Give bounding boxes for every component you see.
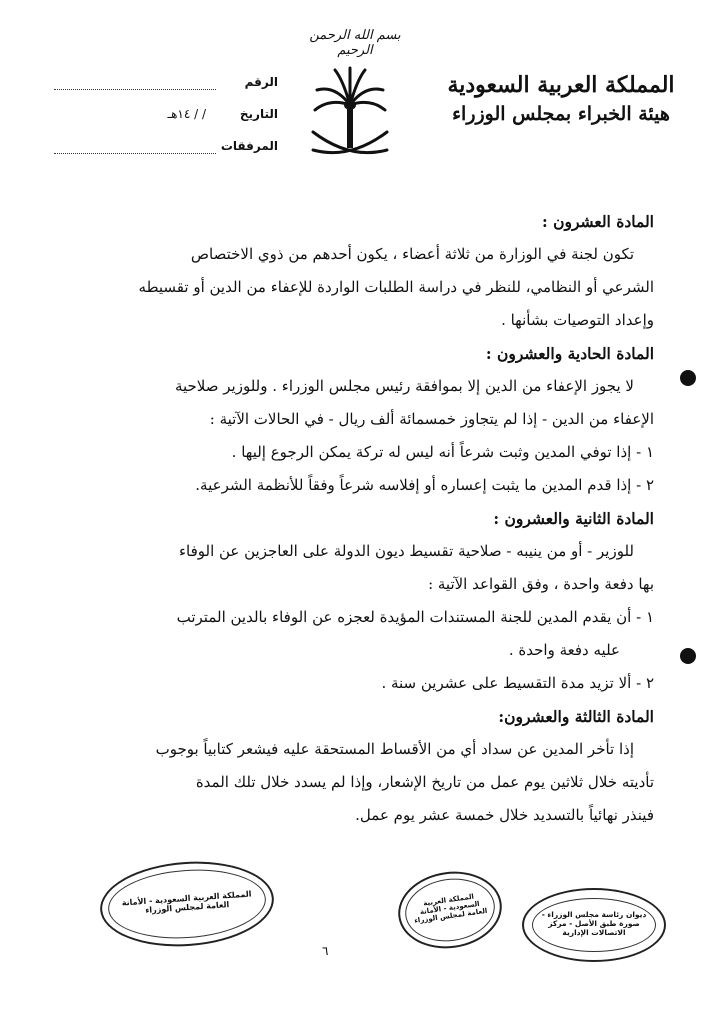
- article-line: الشرعي أو النظامي، للنظر في دراسة الطلبات الواردة للإعفاء من الدين أو تقسيطه: [138, 278, 654, 296]
- reference-row: [48, 66, 278, 98]
- article-22: [54, 502, 654, 700]
- right-stamp-text: ديوان رئاسة مجلس الوزراء - صورة طبق الأصل - مركز الاتصالات الإدارية: [541, 910, 647, 937]
- article-title: المادة العشرون :: [541, 212, 654, 231]
- article-item: ١ - إذا توفي المدين وثبت شرعاً أنه ليس له تركة يمكن الرجوع إليها .: [231, 443, 654, 461]
- article-title: المادة الحادية والعشرون :: [485, 344, 654, 363]
- date-label: التاريخ: [239, 107, 278, 121]
- document-body: [54, 205, 654, 832]
- basmala: بسم الله الرحمن الرحيم: [309, 28, 401, 58]
- kingdom-name: المملكة العربية السعودية: [447, 72, 675, 98]
- article-line: لا يجوز الإعفاء من الدين إلا بموافقة رئيس مجلس الوزراء . وللوزير صلاحية: [174, 377, 634, 395]
- left-stamp: [97, 856, 276, 952]
- article-line: فينذر نهائياً بالتسديد خلال خمسة عشر يوم عمل.: [355, 806, 654, 824]
- authority-name: هيئة الخبراء بمجلس الوزراء: [452, 103, 670, 125]
- date-row: [48, 98, 278, 130]
- page-number: ٦: [322, 944, 329, 958]
- article-line: بها دفعة واحدة ، وفق القواعد الآتية :: [428, 575, 654, 593]
- article-line: تكون لجنة في الوزارة من ثلاثة أعضاء ، يكون أحدهم من ذوي الاختصاص: [190, 245, 634, 263]
- article-20: [54, 205, 654, 337]
- article-line: إذا تأخر المدين عن سداد أي من الأقساط المستحقة عليه فيشعر كتابياً بوجوب: [155, 740, 634, 758]
- article-line: للوزير - أو من ينيبه - صلاحية تقسيط ديون الدولة على العاجزين عن الوفاء: [178, 542, 634, 560]
- article-title: المادة الثالثة والعشرون:: [498, 707, 654, 726]
- middle-stamp: [393, 865, 507, 955]
- article-item: ٢ - ألا تزيد مدة التقسيط على عشرين سنة .: [381, 674, 654, 692]
- article-title: المادة الثانية والعشرون :: [493, 509, 654, 528]
- attachments-row: [48, 130, 278, 162]
- letterhead-title: [446, 70, 676, 128]
- article-21: [54, 337, 654, 502]
- reference-line: [54, 75, 216, 90]
- article-item: ٢ - إذا قدم المدين ما يثبت إعساره أو إفلاسه شرعاً وفقاً للأنظمة الشرعية.: [195, 476, 654, 494]
- punch-hole: [680, 370, 696, 386]
- article-item: ١ - أن يقدم المدين للجنة المستندات المؤيدة لعجزه عن الوفاء بالدين المترتب: [176, 608, 654, 626]
- date-value: / / ١٤هـ: [167, 107, 206, 121]
- middle-stamp-text: المملكة العربية السعودية - الأمانة العامة لمجلس الوزراء: [413, 892, 488, 926]
- right-stamp: [522, 888, 666, 962]
- article-line: الإعفاء من الدين - إذا لم يتجاوز خمسمائة ألف ريال - في الحالات الآتية :: [209, 410, 654, 428]
- attachments-line: [54, 139, 216, 154]
- article-line: وإعداد التوصيات بشأنها .: [501, 311, 654, 329]
- punch-hole: [680, 648, 696, 664]
- left-stamp-text: المملكة العربية السعودية - الأمانة العامة لمجلس الوزراء: [121, 889, 252, 915]
- reference-label: الرقم: [244, 75, 278, 89]
- article-23: [54, 700, 654, 832]
- document-meta: [48, 66, 278, 162]
- article-item-continuation: عليه دفعة واحدة .: [508, 641, 620, 659]
- attachments-label: المرفقات: [220, 139, 278, 153]
- article-line: تأديته خلال ثلاثين يوم عمل من تاريخ الإشعار، وإذا لم يسدد خلال تلك المدة: [195, 773, 654, 791]
- palm-swords-emblem-icon: [305, 60, 395, 170]
